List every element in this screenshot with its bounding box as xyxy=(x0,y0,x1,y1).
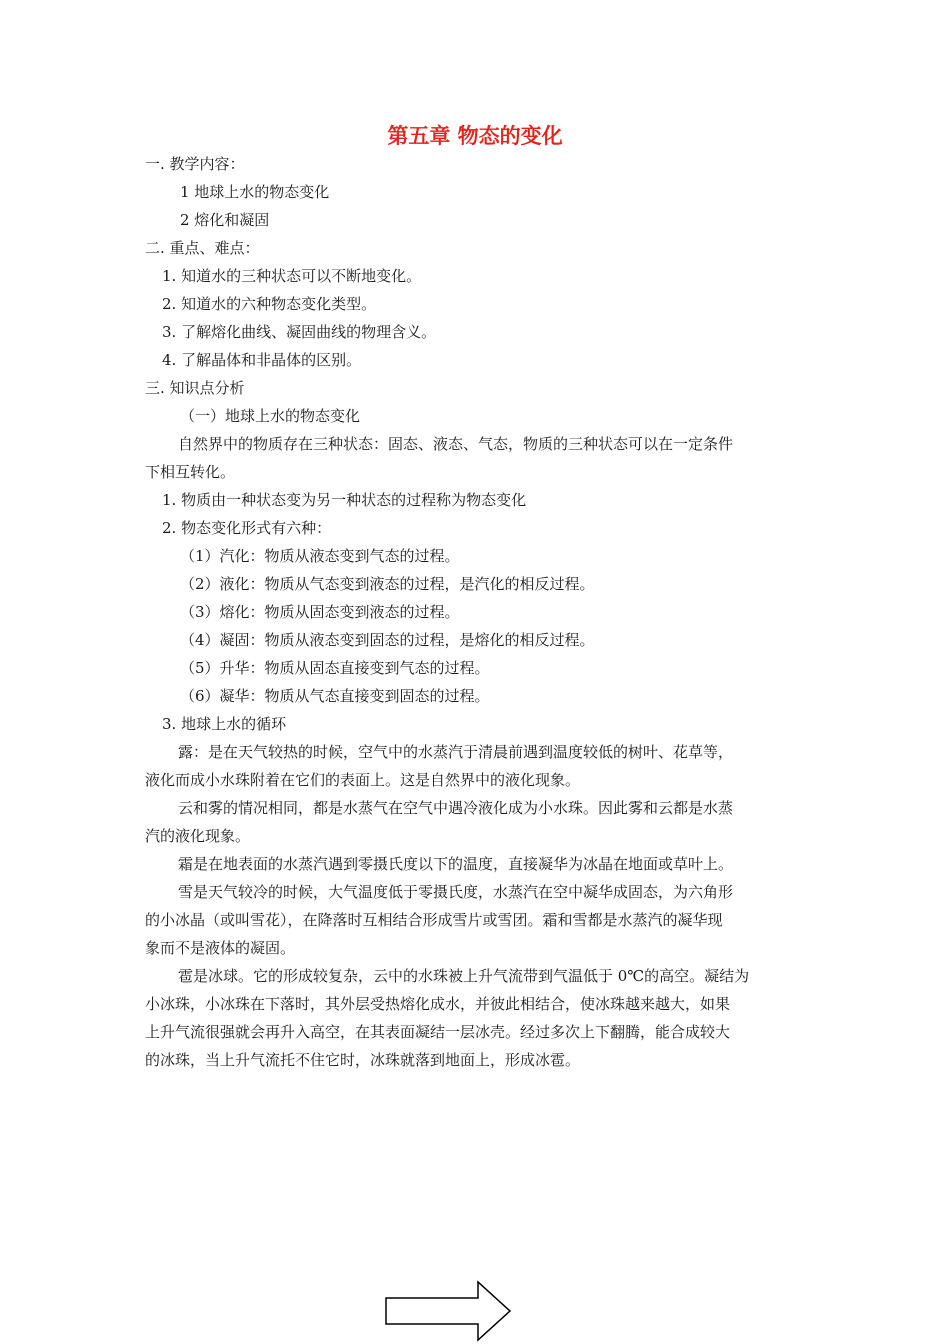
list-item: 4. 了解晶体和非晶体的区别。 xyxy=(162,351,362,369)
paragraph-line: 下相互转化。 xyxy=(145,463,236,481)
list-item: （6）凝华：物质从气态直接变到固态的过程。 xyxy=(180,687,490,705)
list-item: 1. 物质由一种状态变为另一种状态的过程称为物态变化 xyxy=(162,491,527,509)
paragraph-line: 霜是在地表面的水蒸汽遇到零摄氏度以下的温度，直接凝华为冰晶在地面或草叶上。 xyxy=(178,855,734,873)
paragraph-line: 自然界中的物质存在三种状态：固态、液态、气态，物质的三种状态可以在一定条件 xyxy=(178,435,734,453)
list-item: 2. 知道水的六种物态变化类型。 xyxy=(162,295,377,313)
paragraph-line: 露：是在天气较热的时候，空气中的水蒸汽于清晨前遇到温度较低的树叶、花草等， xyxy=(178,743,734,761)
section-heading: 三. 知识点分析 xyxy=(145,379,245,397)
list-item: （1）汽化：物质从液态变到气态的过程。 xyxy=(180,547,460,565)
list-item: （4）凝固：物质从液态变到固态的过程，是熔化的相反过程。 xyxy=(180,631,595,649)
list-item: （2）液化：物质从气态变到液态的过程，是汽化的相反过程。 xyxy=(180,575,595,593)
right-arrow-icon xyxy=(384,1280,514,1342)
list-item: 3. 了解熔化曲线、凝固曲线的物理含义。 xyxy=(162,323,437,341)
list-item: 3. 地球上水的循环 xyxy=(162,715,287,733)
paragraph-line: 小冰珠，小冰珠在下落时，其外层受热熔化成水，并彼此相结合，使冰珠越来越大，如果 xyxy=(145,995,731,1013)
paragraph-line: 雹是冰球。它的形成较复杂，云中的水珠被上升气流带到气温低于 0℃的高空。凝结为 xyxy=(178,967,750,985)
section-heading: 一. 教学内容： xyxy=(145,155,245,173)
paragraph-line: 的小冰晶（或叫雪花），在降落时互相结合形成雪片或雪团。霜和雪都是水蒸汽的凝华现 xyxy=(145,911,723,929)
paragraph-line: 云和雾的情况相同，都是水蒸气在空气中遇冷液化成为小水珠。因此雾和云都是水蒸 xyxy=(178,799,734,817)
paragraph-line: 汽的液化现象。 xyxy=(145,827,251,845)
paragraph-line: 液化而成小水珠附着在它们的表面上。这是自然界中的液化现象。 xyxy=(145,771,581,789)
list-item: 2. 物态变化形式有六种： xyxy=(162,519,332,537)
subsection-heading: （一）地球上水的物态变化 xyxy=(180,407,361,425)
list-item: 2 熔化和凝固 xyxy=(180,211,270,229)
list-item: 1 地球上水的物态变化 xyxy=(180,183,330,201)
paragraph-line: 象而不是液体的凝固。 xyxy=(145,939,296,957)
section-heading: 二. 重点、难点： xyxy=(145,239,260,257)
list-item: （3）熔化：物质从固态变到液态的过程。 xyxy=(180,603,460,621)
paragraph-line: 上升气流很强就会再升入高空，在其表面凝结一层冰壳。经过多次上下翻腾，能合成较大 xyxy=(145,1023,731,1041)
chapter-title: 第五章 物态的变化 xyxy=(387,124,563,148)
paragraph-line: 雪是天气较冷的时候，大气温度低于零摄氏度，水蒸汽在空中凝华成固态，为六角形 xyxy=(178,883,734,901)
paragraph-line: 的冰珠，当上升气流托不住它时，冰珠就落到地面上，形成冰雹。 xyxy=(145,1051,581,1069)
list-item: （5）升华：物质从固态直接变到气态的过程。 xyxy=(180,659,490,677)
list-item: 1. 知道水的三种状态可以不断地变化。 xyxy=(162,267,422,285)
